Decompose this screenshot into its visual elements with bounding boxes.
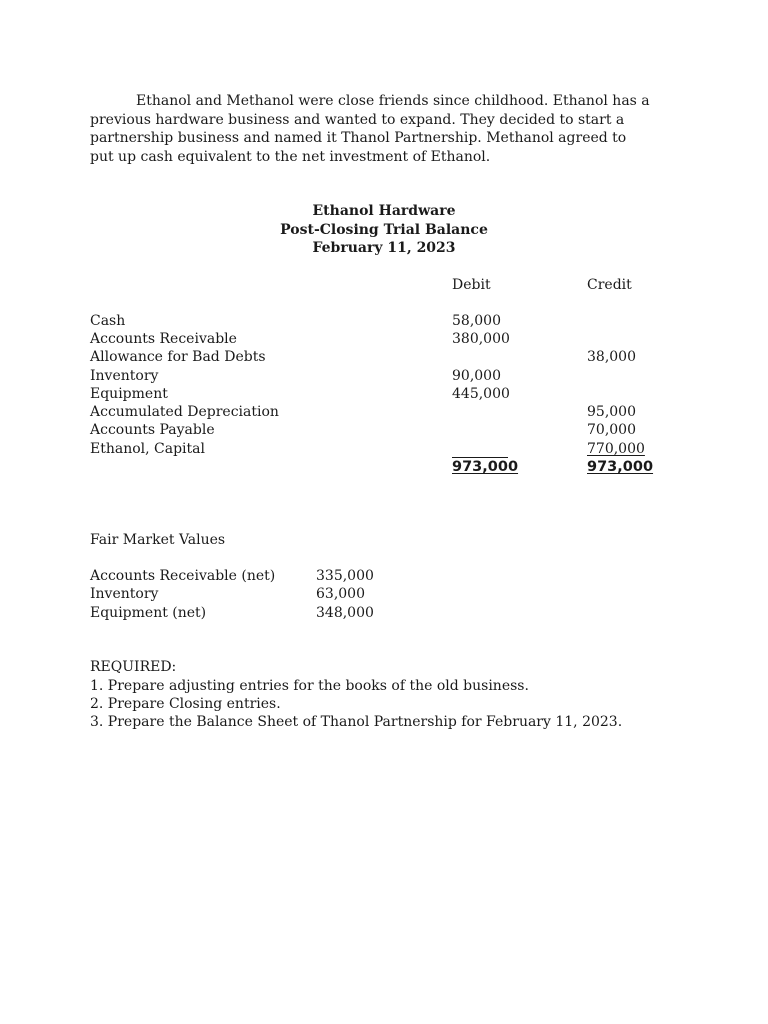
fair-market-title: Fair Market Values bbox=[90, 532, 226, 548]
credit-header: Credit bbox=[587, 277, 632, 293]
statement-date: February 11, 2023 bbox=[312, 240, 456, 256]
fmv-item: Accounts Receivable (net) bbox=[90, 568, 276, 584]
account-name: Equipment bbox=[90, 386, 168, 402]
intro-line: put up cash equivalent to the net investment of Ethanol. bbox=[90, 148, 491, 165]
debit-amount: 380,000 bbox=[452, 331, 510, 347]
account-name: Allowance for Bad Debts bbox=[90, 349, 266, 365]
list-item: 1. Prepare adjusting entries for the books of the old business. bbox=[90, 678, 529, 694]
debit-header: Debit bbox=[452, 277, 491, 293]
account-name: Inventory bbox=[90, 368, 159, 384]
account-name: Cash bbox=[90, 313, 126, 329]
debit-amount: 58,000 bbox=[452, 313, 501, 329]
account-name: Accounts Payable bbox=[90, 422, 215, 438]
account-name: Ethanol, Capital bbox=[90, 441, 205, 457]
company-name: Ethanol Hardware bbox=[312, 203, 456, 219]
fmv-item: Inventory bbox=[90, 586, 159, 602]
list-item: 3. Prepare the Balance Sheet of Thanol Partnership for February 11, 2023. bbox=[90, 714, 623, 730]
total-debit: 973,000 bbox=[452, 459, 519, 475]
list-item: 2. Prepare Closing entries. bbox=[90, 696, 281, 712]
account-name: Accounts Receivable bbox=[90, 331, 237, 347]
statement-title: Post-Closing Trial Balance bbox=[280, 221, 488, 238]
credit-amount: 770,000 bbox=[587, 441, 645, 457]
total-credit: 973,000 bbox=[587, 459, 654, 475]
debit-amount: 445,000 bbox=[452, 386, 510, 402]
fmv-value: 63,000 bbox=[316, 586, 365, 602]
fmv-value: 335,000 bbox=[316, 568, 374, 584]
debit-amount: 90,000 bbox=[452, 368, 501, 384]
trial-balance-heading bbox=[0, 202, 768, 258]
intro-paragraph bbox=[90, 92, 680, 166]
account-name: Accumulated Depreciation bbox=[90, 404, 279, 420]
intro-line: Ethanol and Methanol were close friends since childhood. Ethanol has a bbox=[136, 93, 650, 109]
fmv-item: Equipment (net) bbox=[90, 605, 207, 621]
required-title: REQUIRED: bbox=[90, 659, 177, 675]
intro-line: partnership business and named it Thanol Partnership. Methanol agreed to bbox=[90, 130, 627, 146]
credit-amount: 95,000 bbox=[587, 404, 636, 420]
intro-line: previous hardware business and wanted to expand. They decided to start a bbox=[90, 111, 625, 128]
credit-amount: 70,000 bbox=[587, 422, 636, 438]
credit-amount: 38,000 bbox=[587, 349, 636, 365]
fmv-value: 348,000 bbox=[316, 605, 374, 621]
